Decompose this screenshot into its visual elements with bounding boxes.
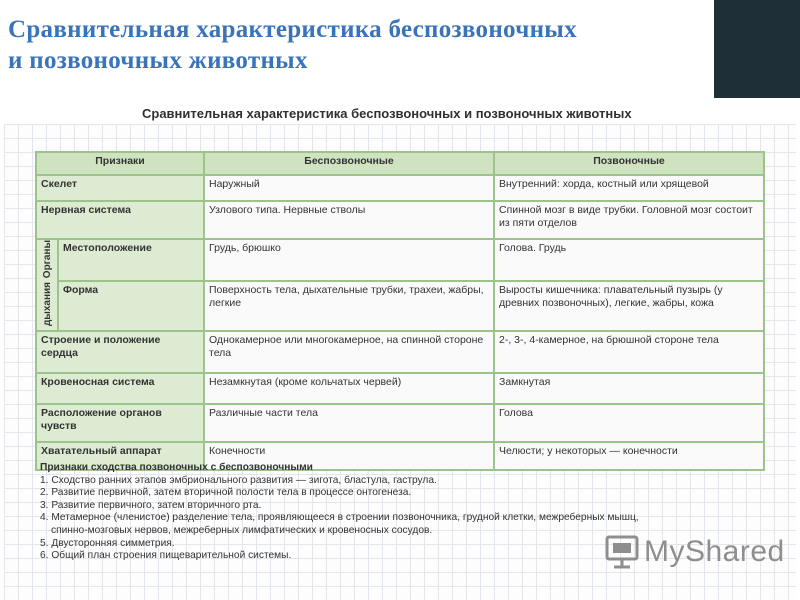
cell-vertebrates: 2-, 3-, 4-камерное, на брюшной стороне тела — [494, 331, 764, 373]
table-row — [36, 239, 764, 281]
cell-invertebrates: Однокамерное или многокамерное, на спинной стороне тела — [204, 331, 494, 373]
table-row — [36, 331, 764, 373]
row-label: Форма — [58, 281, 204, 331]
slide-title-line-2: и позвоночных животных — [8, 47, 308, 74]
header-invertebrates: Беспозвоночные — [204, 152, 494, 175]
cell-vertebrates: Замкнутая — [494, 373, 764, 404]
note-item: 4. Метамерное (членистое) разделение тела, проявляющееся в строении позвоночника, грудной клетки, межреберных мышц, — [40, 512, 639, 524]
header-features: Признаки — [36, 152, 204, 175]
cell-vertebrates: Голова — [494, 404, 764, 442]
row-label: Нервная система — [36, 201, 204, 239]
cell-invertebrates: Различные части тела — [204, 404, 494, 442]
group-label-line-1: Органы — [41, 240, 53, 279]
watermark-logo — [604, 534, 785, 570]
watermark-text: MyShared — [644, 535, 785, 568]
table-header-row — [36, 152, 764, 175]
slide-title-line-1: Сравнительная характеристика беспозвоночных — [8, 16, 577, 43]
note-item: 1. Сходство ранних этапов эмбрионального развития — зигота, бластула, гаструла. — [40, 474, 437, 486]
row-label: Расположение органов чувств — [36, 404, 204, 442]
comparison-table — [35, 151, 765, 471]
cell-invertebrates: Конечности — [204, 442, 494, 470]
table-row — [36, 404, 764, 442]
cell-invertebrates: Наружный — [204, 175, 494, 201]
cell-vertebrates: Внутренний: хорда, костный или хрящевой — [494, 175, 764, 201]
note-item: 6. Общий план строения пищеварительной системы. — [40, 550, 292, 562]
cell-invertebrates: Незамкнутая (кроме кольчатых червей) — [204, 373, 494, 404]
row-label: Кровеносная система — [36, 373, 204, 404]
presentation-board-icon — [604, 534, 644, 570]
cell-vertebrates: Спинной мозг в виде трубки. Головной мозг состоит из пяти отделов — [494, 201, 764, 239]
cell-vertebrates: Голова. Грудь — [494, 239, 764, 281]
note-item: 5. Двусторонняя симметрия. — [40, 537, 175, 549]
table-row — [36, 201, 764, 239]
note-item: 2. Развитие первичной, затем вторичной полости тела в процессе онтогенеза. — [40, 487, 412, 499]
table-heading: Сравнительная характеристика беспозвоночных и позвоночных животных — [142, 106, 632, 121]
header-vertebrates: Позвоночные — [494, 152, 764, 175]
cell-vertebrates: Челюсти; у некоторых — конечности — [494, 442, 764, 470]
slide-title — [8, 14, 708, 76]
respiratory-organs-group-label — [36, 239, 58, 331]
row-label: Местоположение — [58, 239, 204, 281]
cell-vertebrates: Выросты кишечника: плавательный пузырь (у древних позвоночных), легкие, жабры, кожа — [494, 281, 764, 331]
cell-invertebrates: Узлового типа. Нервные стволы — [204, 201, 494, 239]
table-row — [36, 373, 764, 404]
corner-decoration — [714, 0, 800, 98]
notes-heading: Признаки сходства позвоночных с беспозвоночными — [40, 462, 313, 473]
group-label-line-2: дыхания — [41, 282, 53, 327]
table-row — [36, 175, 764, 201]
cell-invertebrates: Грудь, брюшко — [204, 239, 494, 281]
note-item: 3. Развитие первичного, затем вторичного рта. — [40, 499, 262, 511]
note-item-continuation: спинно-мозговых нервов, межреберных лимфатических и кровеносных сосудов. — [51, 524, 433, 536]
row-label: Строение и положение сердца — [36, 331, 204, 373]
row-label: Хватательный аппарат — [36, 442, 204, 470]
table-row — [36, 281, 764, 331]
cell-invertebrates: Поверхность тела, дыхательные трубки, трахеи, жабры, легкие — [204, 281, 494, 331]
row-label: Скелет — [36, 175, 204, 201]
